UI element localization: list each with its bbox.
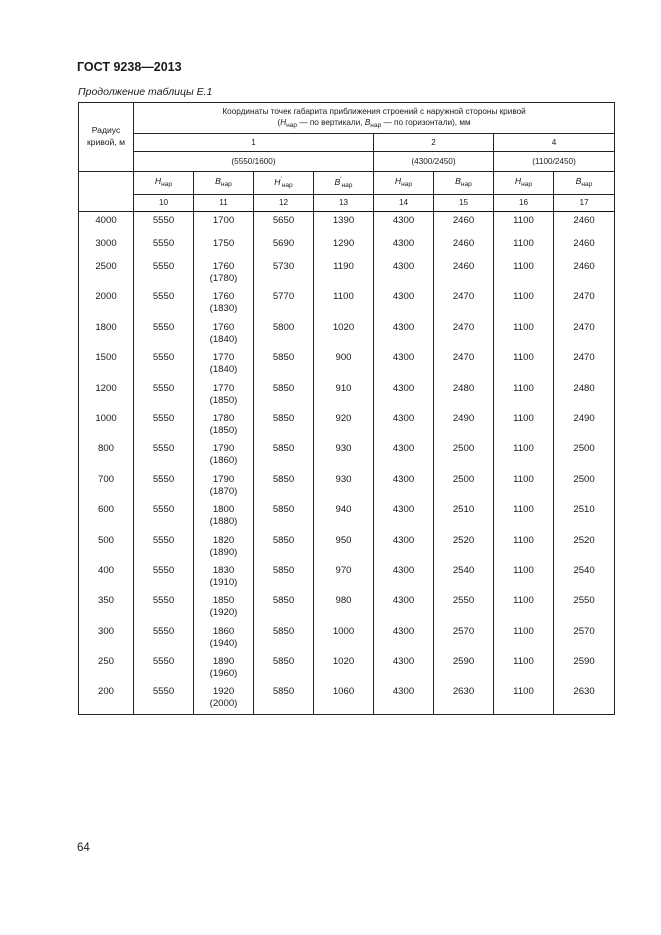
cell-c11 [194, 623, 254, 653]
cell-radius: 1000 [79, 410, 134, 440]
cell-c15: 2540 [434, 562, 494, 592]
cell-c10: 5550 [134, 562, 194, 592]
cell-c14: 4300 [374, 592, 434, 622]
table-row [79, 683, 615, 715]
column-number: 15 [434, 195, 494, 212]
table-row [79, 471, 615, 501]
cell-value: 1770 [212, 382, 235, 394]
table-row [79, 532, 615, 562]
cell-c14: 4300 [374, 562, 434, 592]
cell-c12: 5850 [254, 440, 314, 470]
cell-radius: 1200 [79, 380, 134, 410]
cell-c14: 4300 [374, 440, 434, 470]
cell-value: 1920 [212, 686, 235, 698]
column-number: 16 [494, 195, 554, 212]
cell-c10: 5550 [134, 501, 194, 531]
cell-c17: 2500 [554, 471, 615, 501]
cell-radius: 700 [79, 471, 134, 501]
cell-value: 1760 [212, 291, 235, 303]
cell-c10: 5550 [134, 410, 194, 440]
cell-c12: 5770 [254, 288, 314, 318]
cell-c10: 5550 [134, 288, 194, 318]
cell-value: 1780 [212, 412, 235, 424]
table-caption: Продолжение таблицы Е.1 [78, 86, 213, 98]
cell-radius: 300 [79, 623, 134, 653]
cell-c15: 2570 [434, 623, 494, 653]
cell-c10: 5550 [134, 623, 194, 653]
cell-c16: 1100 [494, 532, 554, 562]
cell-c17: 2460 [554, 212, 615, 236]
group-dims: (5550/1600) [134, 152, 374, 172]
table-row [79, 288, 615, 318]
cell-c15: 2460 [434, 235, 494, 258]
cell-value: 1790 [212, 443, 235, 455]
table-header [79, 103, 615, 212]
cell-radius: 2500 [79, 258, 134, 288]
cell-c15: 2480 [434, 380, 494, 410]
cell-value: 1770 [212, 352, 235, 364]
cell-c17: 2630 [554, 683, 615, 715]
cell-c17: 2500 [554, 440, 615, 470]
cell-value-alt: (1840) [209, 364, 238, 376]
cell-c11 [194, 288, 254, 318]
cell-value: 1820 [212, 534, 235, 546]
cell-c10: 5550 [134, 683, 194, 715]
cell-c11 [194, 471, 254, 501]
cell-c14: 4300 [374, 471, 434, 501]
cell-c14: 4300 [374, 258, 434, 288]
cell-c16: 1100 [494, 235, 554, 258]
cell-c15: 2520 [434, 532, 494, 562]
cell-c15: 2590 [434, 653, 494, 683]
cell-value: 1750 [212, 238, 235, 249]
table-row [79, 319, 615, 349]
cell-c13: 1020 [314, 319, 374, 349]
cell-c15: 2470 [434, 288, 494, 318]
cell-radius: 4000 [79, 212, 134, 236]
cell-c12: 5730 [254, 258, 314, 288]
cell-c10: 5550 [134, 653, 194, 683]
cell-c16: 1100 [494, 623, 554, 653]
table-row [79, 440, 615, 470]
cell-radius: 600 [79, 501, 134, 531]
cell-c11 [194, 410, 254, 440]
table-row [79, 623, 615, 653]
table-row [79, 349, 615, 379]
column-number: 17 [554, 195, 615, 212]
cell-value-alt: (1830) [209, 303, 238, 315]
cell-c12: 5650 [254, 212, 314, 236]
subcol-header: $Н_{нар}$ [374, 172, 434, 195]
group-number: 2 [374, 134, 494, 152]
subcol-header: $Н_{нар}$ [134, 172, 194, 195]
cell-c11 [194, 501, 254, 531]
radius-header-continued [79, 172, 134, 212]
group-number: 4 [494, 134, 615, 152]
cell-c11 [194, 440, 254, 470]
cell-c17: 2470 [554, 288, 615, 318]
cell-c13: 1020 [314, 653, 374, 683]
cell-c11 [194, 653, 254, 683]
cell-c10: 5550 [134, 235, 194, 258]
cell-c12: 5850 [254, 623, 314, 653]
cell-c10: 5550 [134, 380, 194, 410]
cell-radius: 500 [79, 532, 134, 562]
cell-value-alt: (2000) [209, 698, 238, 710]
cell-c12: 5850 [254, 501, 314, 531]
cell-value-alt: (1850) [209, 424, 238, 436]
cell-c15: 2550 [434, 592, 494, 622]
cell-c16: 1100 [494, 349, 554, 379]
cell-c10: 5550 [134, 258, 194, 288]
clearance-table [78, 102, 615, 715]
cell-value: 1700 [212, 215, 235, 226]
cell-value-alt: (1920) [209, 607, 238, 619]
cell-c14: 4300 [374, 319, 434, 349]
cell-c17: 2480 [554, 380, 615, 410]
subcol-header: $Н_{нар}$ [494, 172, 554, 195]
cell-radius: 1800 [79, 319, 134, 349]
cell-radius: 800 [79, 440, 134, 470]
coordinates-header-line1: Координаты точек габарита приближения строений с наружной стороны кривой [222, 106, 526, 116]
cell-c14: 4300 [374, 683, 434, 715]
cell-c13: 900 [314, 349, 374, 379]
cell-c11 [194, 562, 254, 592]
cell-c12: 5850 [254, 410, 314, 440]
cell-c16: 1100 [494, 212, 554, 236]
cell-c11 [194, 235, 254, 258]
cell-c15: 2630 [434, 683, 494, 715]
cell-c13: 950 [314, 532, 374, 562]
coordinates-header [134, 103, 615, 134]
cell-c12: 5690 [254, 235, 314, 258]
cell-c17: 2590 [554, 653, 615, 683]
cell-c14: 4300 [374, 532, 434, 562]
cell-value-alt: (1860) [209, 455, 238, 467]
cell-radius: 250 [79, 653, 134, 683]
cell-c17: 2510 [554, 501, 615, 531]
cell-value: 1760 [212, 321, 235, 333]
cell-c16: 1100 [494, 380, 554, 410]
cell-c12: 5850 [254, 532, 314, 562]
cell-value: 1860 [212, 625, 235, 637]
cell-value: 1800 [212, 504, 235, 516]
cell-c13: 1290 [314, 235, 374, 258]
cell-c14: 4300 [374, 501, 434, 531]
cell-c17: 2520 [554, 532, 615, 562]
cell-c16: 1100 [494, 440, 554, 470]
cell-c16: 1100 [494, 410, 554, 440]
cell-value-alt: (1940) [209, 637, 238, 649]
column-number: 12 [254, 195, 314, 212]
column-number: 11 [194, 195, 254, 212]
cell-c10: 5550 [134, 532, 194, 562]
subcol-header: $В'_{нар}$ [314, 172, 374, 195]
cell-c16: 1100 [494, 683, 554, 715]
cell-value: 1790 [212, 473, 235, 485]
cell-c12: 5850 [254, 683, 314, 715]
cell-c12: 5850 [254, 380, 314, 410]
cell-c11 [194, 349, 254, 379]
cell-c14: 4300 [374, 623, 434, 653]
cell-value-alt: (1960) [209, 668, 238, 680]
cell-c13: 1000 [314, 623, 374, 653]
cell-c13: 1190 [314, 258, 374, 288]
cell-value-alt: (1890) [209, 546, 238, 558]
cell-c13: 930 [314, 471, 374, 501]
cell-value: 1850 [212, 595, 235, 607]
cell-c12: 5850 [254, 592, 314, 622]
subcol-header: $В_{нар}$ [434, 172, 494, 195]
coordinates-header-line2: ($Н_{нар}$ — по вертикали, $В_{нар}$ — по горизонтали), мм [277, 117, 471, 129]
cell-value-alt: (1780) [209, 273, 238, 284]
cell-c12: 5800 [254, 319, 314, 349]
group-dims: (1100/2450) [494, 152, 615, 172]
cell-c14: 4300 [374, 212, 434, 236]
cell-radius: 350 [79, 592, 134, 622]
cell-c16: 1100 [494, 258, 554, 288]
table-body [79, 212, 615, 715]
cell-c13: 980 [314, 592, 374, 622]
cell-c17: 2470 [554, 319, 615, 349]
document-title: ГОСТ 9238—2013 [77, 60, 182, 74]
cell-c15: 2500 [434, 471, 494, 501]
cell-c10: 5550 [134, 440, 194, 470]
cell-c13: 910 [314, 380, 374, 410]
cell-c10: 5550 [134, 319, 194, 349]
table-row [79, 258, 615, 288]
column-number: 13 [314, 195, 374, 212]
cell-c16: 1100 [494, 592, 554, 622]
cell-c17: 2460 [554, 235, 615, 258]
cell-c15: 2470 [434, 349, 494, 379]
cell-c15: 2510 [434, 501, 494, 531]
cell-radius: 200 [79, 683, 134, 715]
cell-c10: 5550 [134, 212, 194, 236]
cell-c16: 1100 [494, 653, 554, 683]
cell-c15: 2460 [434, 212, 494, 236]
cell-c17: 2490 [554, 410, 615, 440]
cell-c17: 2470 [554, 349, 615, 379]
cell-radius: 400 [79, 562, 134, 592]
cell-value-alt: (1840) [209, 333, 238, 345]
group-number: 1 [134, 134, 374, 152]
cell-c11 [194, 683, 254, 715]
cell-c13: 970 [314, 562, 374, 592]
cell-c10: 5550 [134, 592, 194, 622]
cell-value: 1760 [212, 261, 235, 272]
table-row [79, 501, 615, 531]
cell-c14: 4300 [374, 235, 434, 258]
cell-c11 [194, 258, 254, 288]
cell-c17: 2570 [554, 623, 615, 653]
subcol-header: $Н'_{нар}$ [254, 172, 314, 195]
cell-c16: 1100 [494, 319, 554, 349]
table-row [79, 653, 615, 683]
cell-c15: 2490 [434, 410, 494, 440]
cell-c16: 1100 [494, 562, 554, 592]
cell-radius: 2000 [79, 288, 134, 318]
cell-c10: 5550 [134, 471, 194, 501]
cell-c17: 2540 [554, 562, 615, 592]
cell-c17: 2550 [554, 592, 615, 622]
cell-c13: 1100 [314, 288, 374, 318]
subcol-header: $В_{нар}$ [194, 172, 254, 195]
cell-c13: 1390 [314, 212, 374, 236]
cell-c11 [194, 319, 254, 349]
cell-c14: 4300 [374, 410, 434, 440]
cell-c14: 4300 [374, 349, 434, 379]
cell-value: 1890 [212, 656, 235, 668]
cell-c12: 5850 [254, 349, 314, 379]
table-row [79, 212, 615, 236]
cell-value-alt: (1880) [209, 516, 238, 528]
cell-c14: 4300 [374, 653, 434, 683]
cell-c14: 4300 [374, 288, 434, 318]
subcol-header: $В_{нар}$ [554, 172, 615, 195]
cell-radius: 3000 [79, 235, 134, 258]
page-number: 64 [77, 842, 90, 854]
cell-c11 [194, 380, 254, 410]
cell-value: 1830 [212, 564, 235, 576]
cell-c17: 2460 [554, 258, 615, 288]
table-row [79, 235, 615, 258]
cell-value-alt: (1870) [209, 485, 238, 497]
cell-c13: 1060 [314, 683, 374, 715]
column-number: 10 [134, 195, 194, 212]
cell-c13: 930 [314, 440, 374, 470]
cell-c13: 920 [314, 410, 374, 440]
cell-c15: 2470 [434, 319, 494, 349]
cell-c15: 2460 [434, 258, 494, 288]
table-row [79, 562, 615, 592]
radius-header: Радиус кривой, м [79, 103, 134, 172]
cell-c12: 5850 [254, 653, 314, 683]
cell-c11 [194, 212, 254, 236]
cell-c12: 5850 [254, 471, 314, 501]
cell-c14: 4300 [374, 380, 434, 410]
cell-c11 [194, 592, 254, 622]
table-row [79, 410, 615, 440]
cell-c10: 5550 [134, 349, 194, 379]
cell-value-alt: (1910) [209, 576, 238, 588]
column-number: 14 [374, 195, 434, 212]
cell-c16: 1100 [494, 471, 554, 501]
cell-radius: 1500 [79, 349, 134, 379]
cell-c15: 2500 [434, 440, 494, 470]
cell-c13: 940 [314, 501, 374, 531]
cell-c12: 5850 [254, 562, 314, 592]
cell-c16: 1100 [494, 501, 554, 531]
group-dims: (4300/2450) [374, 152, 494, 172]
table-row [79, 592, 615, 622]
cell-value-alt: (1850) [209, 394, 238, 406]
cell-c16: 1100 [494, 288, 554, 318]
cell-c11 [194, 532, 254, 562]
table-row [79, 380, 615, 410]
